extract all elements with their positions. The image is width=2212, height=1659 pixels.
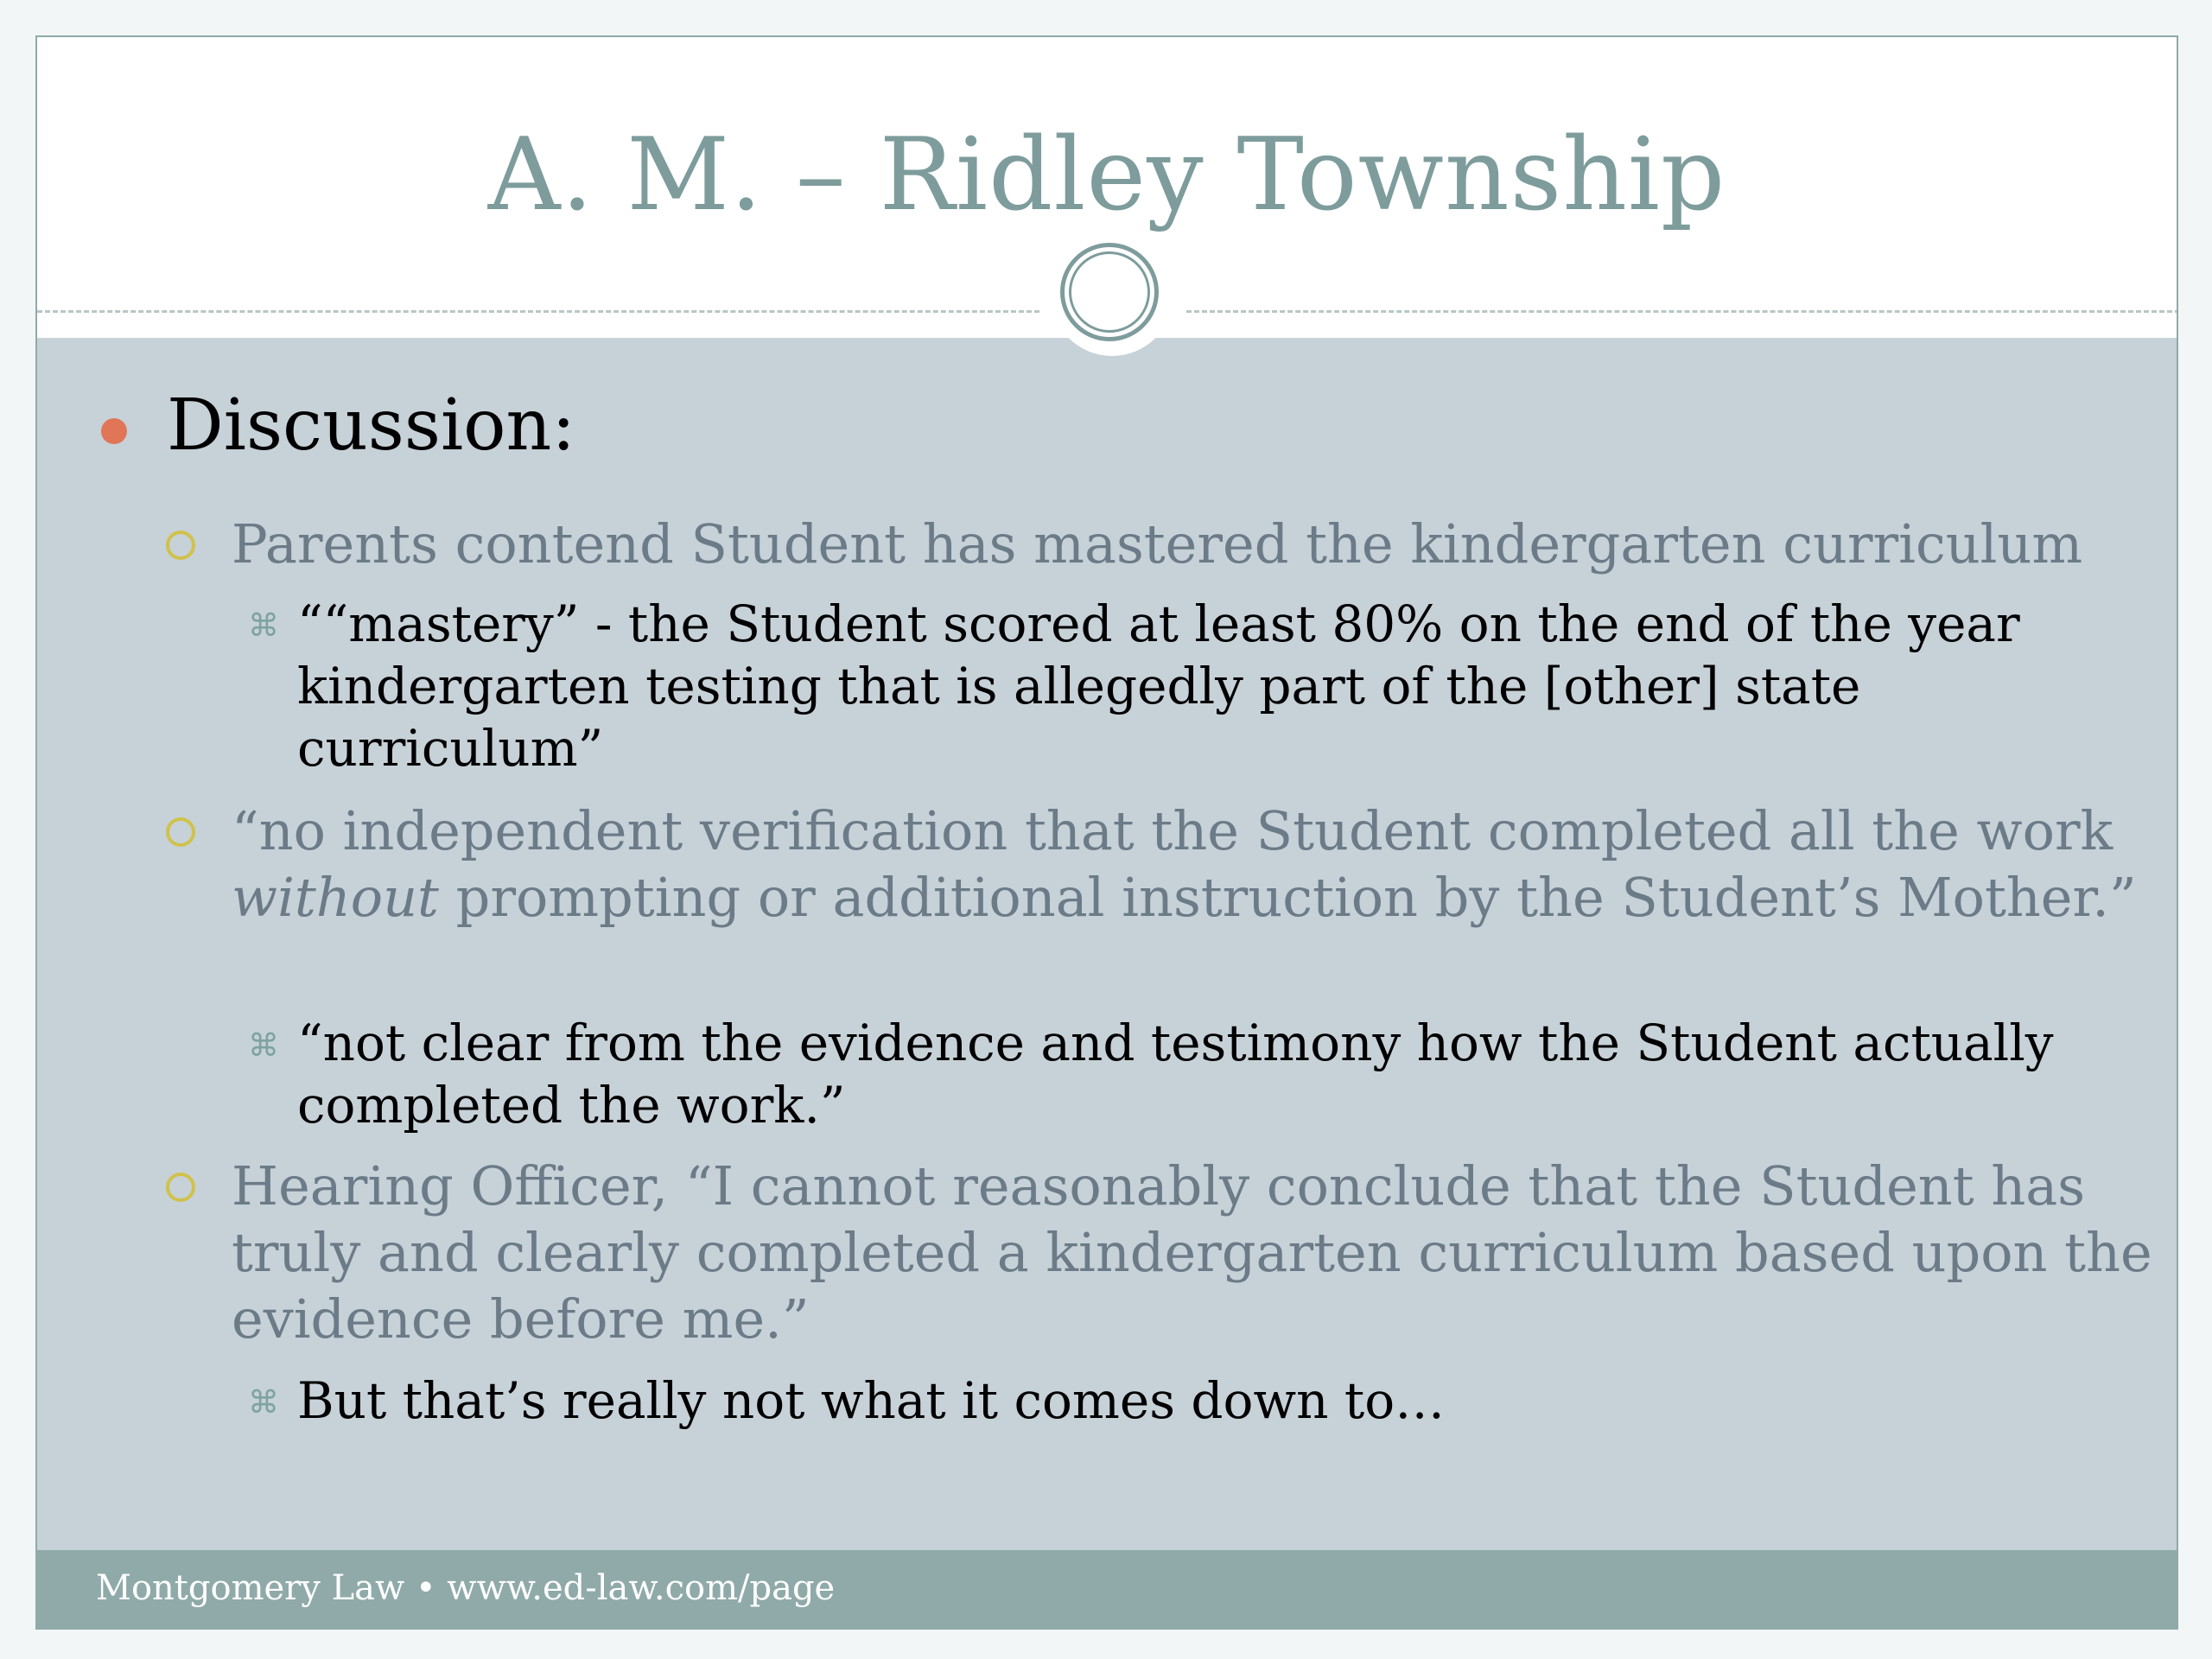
bullet-discussion: Discussion: xyxy=(167,385,575,467)
circle-ornament-icon xyxy=(1051,233,1173,356)
bullet-hearing-officer: Hearing Officer, “I cannot reasonably conclude that the Student has truly and clearly completed a kindergarten curriculum based upon the evidence before me.” xyxy=(232,1154,2152,1351)
inner-ring xyxy=(1069,251,1150,333)
bullet-not-clear: “not clear from the evidence and testimony how the Student actually completed the work.” xyxy=(297,1014,2054,1135)
slide-title: A. M. – Ridley Township xyxy=(487,117,1726,233)
hollow-circle-icon xyxy=(166,817,195,847)
hollow-circle-icon xyxy=(166,531,195,560)
bullet-mastery-definition: ““mastery” - the Student scored at least 80% on the end of the year kindergarten testing that is allegedly part of the [other] state curriculum” xyxy=(297,594,2020,778)
slide xyxy=(35,35,2178,1630)
bullet-no-verification-emphasis: without xyxy=(232,866,439,929)
bullet-no-verification-rest: prompting or additional instruction by the Student’s Mother.” xyxy=(455,866,2137,929)
bullet-parents-contend: Parents contend Student has mastered the kindergarten curriculum xyxy=(232,512,2083,575)
star-icon: ⌘ xyxy=(248,1028,279,1064)
divider-right xyxy=(1186,310,2178,313)
bullet-no-verification-open: “no independent verification that the Student completed all the work xyxy=(232,799,2113,862)
star-icon: ⌘ xyxy=(248,1385,279,1421)
divider-left xyxy=(37,310,1039,313)
bullet-no-verification xyxy=(232,798,2178,931)
footer-text: Montgomery Law • www.ed-law.com/page xyxy=(96,1568,836,1608)
star-icon: ⌘ xyxy=(248,608,279,644)
slide-footer xyxy=(37,1550,2177,1628)
filled-circle-icon xyxy=(101,418,127,444)
bullet-comes-down-to: But that’s really not what it comes down to… xyxy=(297,1371,1446,1430)
hollow-circle-icon xyxy=(166,1173,195,1202)
